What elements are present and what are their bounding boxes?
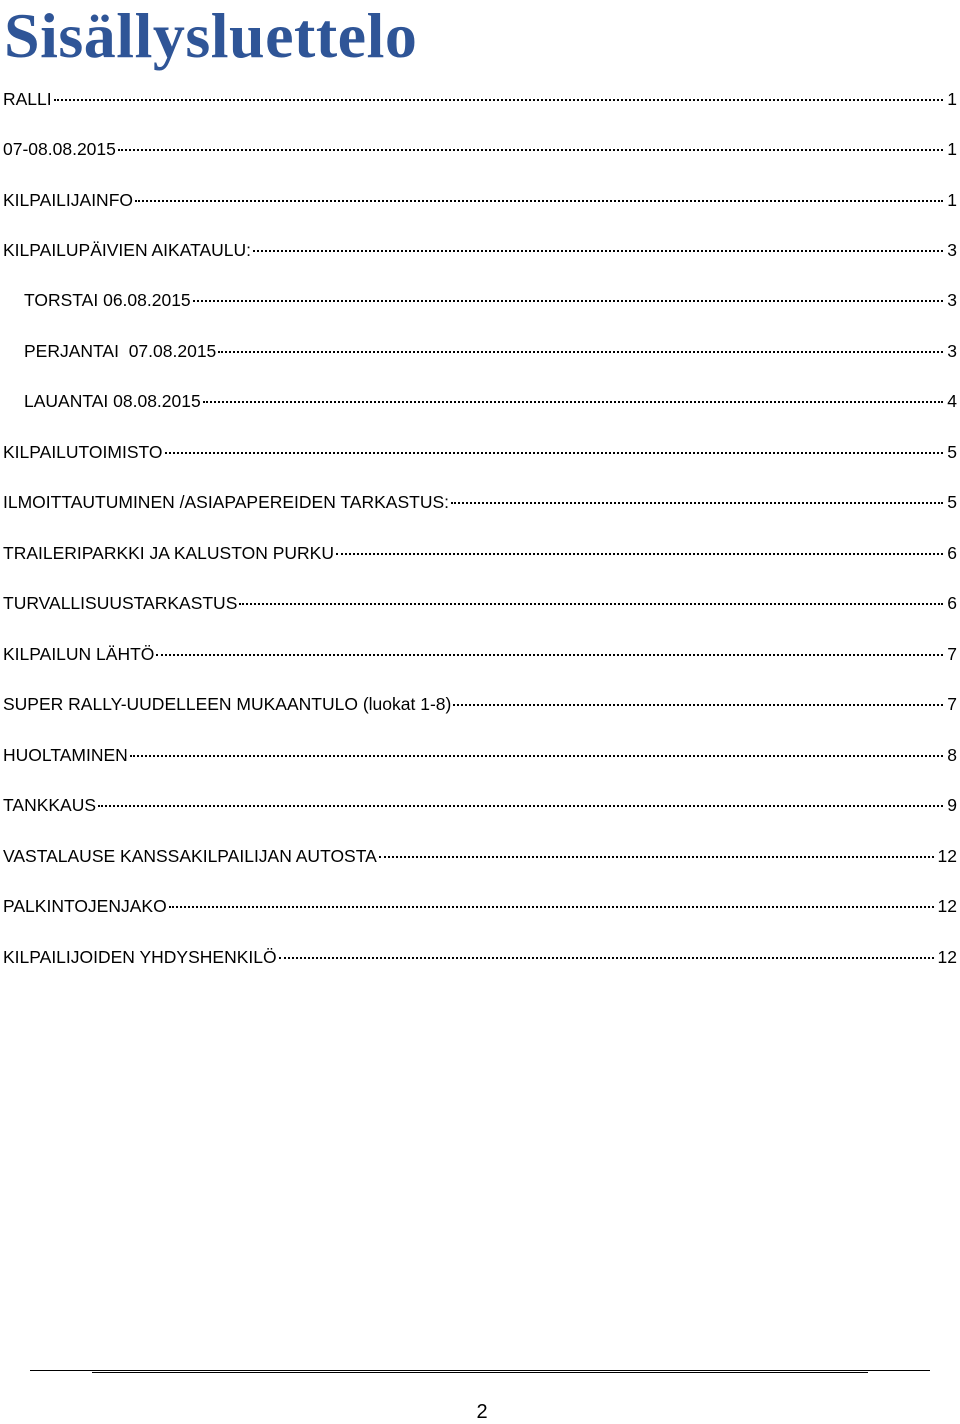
toc-entry-turvallisuustarkastus[interactable] — [3, 591, 957, 615]
dot-leader — [54, 98, 944, 101]
dot-leader — [451, 501, 943, 504]
toc-entry-label: KILPAILIJOIDEN YHDYSHENKILÖ — [3, 947, 277, 967]
toc-entry-label: RALLI — [3, 89, 52, 109]
toc-entry-page: 7 — [947, 644, 957, 664]
page-number: 2 — [476, 1401, 488, 1423]
toc-entry-page: 8 — [947, 745, 957, 765]
toc-entry-kilpailijainfo[interactable] — [3, 188, 957, 212]
footer-divider-inner — [92, 1372, 868, 1373]
toc-entry-label: 07-08.08.2015 — [3, 139, 116, 159]
toc-entry-yhdyshenkilo[interactable] — [3, 945, 957, 969]
toc-entry-page: 1 — [947, 139, 957, 159]
toc-entry-kilpailutoimisto[interactable] — [3, 440, 957, 464]
dot-leader — [156, 653, 943, 656]
toc-entry-label: ILMOITTAUTUMINEN /ASIAPAPEREIDEN TARKASTUS: — [3, 492, 449, 512]
toc-entry-page: 4 — [947, 391, 957, 411]
toc-entry-label: VASTALAUSE KANSSAKILPAILIJAN AUTOSTA — [3, 846, 377, 866]
page-title: Sisällysluettelo — [4, 0, 418, 71]
dot-leader — [165, 451, 944, 454]
toc-entry-label: PERJANTAI 07.08.2015 — [24, 341, 217, 361]
dot-leader — [218, 350, 943, 353]
toc-entry-label: KILPAILUTOIMISTO — [3, 442, 163, 462]
dot-leader — [453, 703, 943, 706]
toc-entry-perjantai[interactable] — [24, 339, 957, 363]
toc-entry-page: 1 — [947, 89, 957, 109]
toc-entry-label: PALKINTOJENJAKO — [3, 896, 167, 916]
toc-entry-label: KILPAILIJAINFO — [3, 190, 133, 210]
dot-leader — [118, 148, 943, 151]
toc-entry-page: 12 — [937, 947, 957, 967]
toc-entry-label: HUOLTAMINEN — [3, 745, 128, 765]
dot-leader — [279, 956, 934, 959]
toc-entry-traileriparkki[interactable] — [3, 541, 957, 565]
toc-entry-page: 12 — [937, 846, 957, 866]
toc-entry-label: LAUANTAI 08.08.2015 — [24, 391, 201, 411]
toc-entry-page: 12 — [937, 896, 957, 916]
toc-entry-page: 9 — [947, 795, 957, 815]
toc-entry-lahto[interactable] — [3, 642, 957, 666]
toc-entry-label: SUPER RALLY-UUDELLEEN MUKAANTULO (luokat 1-8) — [3, 694, 452, 714]
dot-leader — [203, 400, 944, 403]
toc-entry-torstai[interactable] — [24, 288, 957, 312]
toc-entry-label: KILPAILUPÄIVIEN AIKATAULU: — [3, 240, 252, 260]
toc-entry-label: TRAILERIPARKKI JA KALUSTON PURKU — [3, 543, 334, 563]
dot-leader — [253, 249, 943, 252]
dot-leader — [130, 754, 943, 757]
dot-leader — [193, 299, 944, 302]
toc-entry-page: 6 — [947, 543, 957, 563]
toc-entry-label: TANKKAUS — [3, 795, 97, 815]
toc-entry-palkintojenjako[interactable] — [3, 894, 957, 918]
toc-entry-lauantai[interactable] — [24, 389, 957, 413]
toc-entry-label: KILPAILUN LÄHTÖ — [3, 644, 155, 664]
toc-entry-page: 6 — [947, 593, 957, 613]
toc-entry-aikataulu[interactable] — [3, 238, 957, 262]
dot-leader — [169, 905, 934, 908]
toc-entry-page: 3 — [947, 290, 957, 310]
toc-entry-page: 5 — [947, 492, 957, 512]
toc-entry-page: 1 — [947, 190, 957, 210]
toc-entry-tankkaus[interactable] — [3, 793, 957, 817]
toc-entry-huoltaminen[interactable] — [3, 743, 957, 767]
toc-entry-ilmoittautuminen[interactable] — [3, 490, 957, 514]
dot-leader — [135, 199, 943, 202]
dot-leader — [379, 855, 934, 858]
toc-entry-label: TORSTAI 06.08.2015 — [24, 290, 191, 310]
dot-leader — [336, 552, 943, 555]
dot-leader — [98, 804, 943, 807]
toc-entry-page: 5 — [947, 442, 957, 462]
toc-entry-ralli[interactable] — [3, 87, 957, 111]
toc-entry-page: 3 — [947, 341, 957, 361]
toc-entry-label: TURVALLISUUSTARKASTUS — [3, 593, 238, 613]
dot-leader — [239, 602, 943, 605]
toc-entry-super-rally[interactable] — [3, 692, 957, 716]
toc-entry-date[interactable] — [3, 137, 957, 161]
footer-divider — [30, 1370, 930, 1371]
toc-entry-page: 7 — [947, 694, 957, 714]
toc-entry-page: 3 — [947, 240, 957, 260]
toc-entry-vastalause[interactable] — [3, 844, 957, 868]
